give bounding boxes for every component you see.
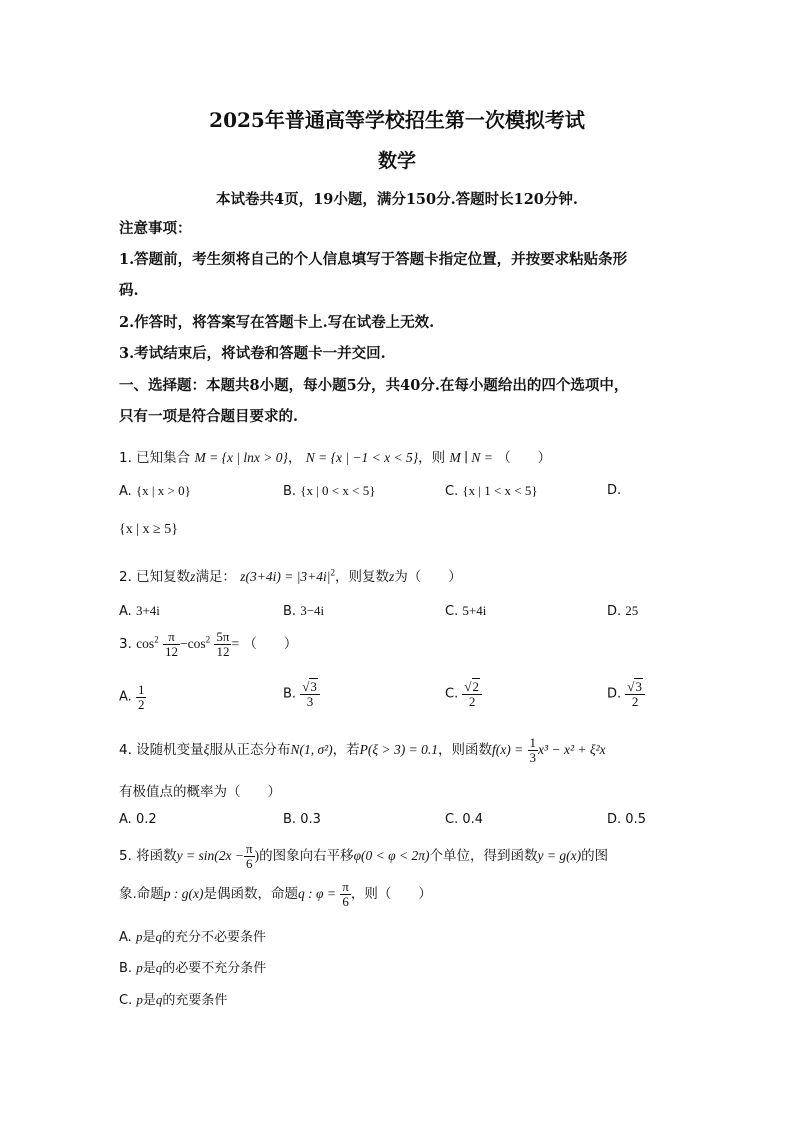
q5-even-text: 是偶函数，命题 xyxy=(203,886,299,903)
q3-cos-2: cos xyxy=(187,636,206,652)
q3-exp-1: 2 xyxy=(154,634,159,645)
fraction-numerator: π xyxy=(342,879,349,894)
q2-option-c[interactable] xyxy=(445,603,486,619)
question-2-stem xyxy=(119,565,462,585)
q2-intro: 2. 已知复数 xyxy=(119,569,191,585)
q4-fx-rest: x³ − x² + ξ²x xyxy=(538,742,606,758)
question-5-line-2 xyxy=(119,880,432,908)
notes-heading: 注意事项： xyxy=(119,220,192,237)
section-1-line-2: 只有一项是符合题目要求的. xyxy=(119,408,299,425)
option-text: {x | 0 < x < 5} xyxy=(300,483,376,498)
q1-option-d[interactable] xyxy=(607,483,621,498)
q5-q-proposition: q : φ = xyxy=(298,886,336,902)
radicand: 3 xyxy=(310,679,317,694)
question-5-stem xyxy=(119,842,608,870)
q4-probability: P(ξ > 3) = 0.1 xyxy=(359,742,439,758)
option-text: 0.4 xyxy=(462,812,484,827)
fraction-denominator: 12 xyxy=(164,643,178,659)
option-label: C. xyxy=(445,484,459,499)
q5-q-fraction xyxy=(340,880,351,908)
question-1-stem xyxy=(119,446,551,466)
q5-graph-text: 的图 xyxy=(581,848,609,865)
q2-then: ，则复数 xyxy=(334,569,389,585)
q3-option-a[interactable] xyxy=(119,683,146,711)
radicand: 2 xyxy=(472,679,479,694)
option-label: D. xyxy=(607,483,622,498)
option-label: D. xyxy=(607,604,622,619)
option-p: p xyxy=(135,929,143,944)
option-text: {x | x > 0} xyxy=(135,483,191,498)
option-label: B. xyxy=(283,686,297,702)
option-fraction xyxy=(625,680,645,708)
q5-option-b[interactable] xyxy=(119,957,266,976)
q4-xi: ξ xyxy=(203,742,210,758)
subject-title: 数学 xyxy=(377,150,416,172)
q3-blank: （ ） xyxy=(243,636,298,653)
q2-exponent: 2 xyxy=(330,567,335,578)
q4-if: ，若 xyxy=(332,742,360,759)
q5-function-close: ) xyxy=(254,848,260,864)
fraction-numerator: 5π xyxy=(216,629,230,644)
option-p: p xyxy=(136,960,143,975)
fraction-numerator: √3 xyxy=(625,680,645,695)
q2-option-d[interactable] xyxy=(607,603,638,619)
fraction-numerator: π xyxy=(246,841,253,856)
q2-satisfy: 满足： xyxy=(195,569,236,585)
q4-option-a[interactable] xyxy=(119,812,157,827)
q4-option-b[interactable] xyxy=(283,812,321,827)
q3-equals: = xyxy=(231,636,240,652)
q5-prop-text: 象.命题 xyxy=(119,886,164,903)
q2-blank: 为（ ） xyxy=(394,569,462,585)
option-label: B. xyxy=(283,812,297,827)
option-text: 的必要不充分条件 xyxy=(162,961,267,976)
q5-intro: 5. 将函数 xyxy=(119,848,177,865)
q2-option-a[interactable] xyxy=(119,603,160,619)
question-4-line-2: 有极值点的概率为（ ） xyxy=(119,784,281,800)
q1-option-c[interactable] xyxy=(445,483,538,499)
q3-number: 3. xyxy=(119,636,132,653)
q3-fraction-2 xyxy=(214,630,231,658)
option-label: C. xyxy=(119,993,133,1008)
option-fraction xyxy=(300,680,320,708)
q1-option-a[interactable] xyxy=(119,483,191,499)
fraction-denominator: 2 xyxy=(137,696,145,712)
option-label: B. xyxy=(283,484,297,499)
note-2: 2.作答时，将答案写在答题卡上.写在试卷上无效. xyxy=(119,314,435,331)
option-label: C. xyxy=(445,812,459,827)
q2-var-2: z xyxy=(388,569,395,584)
option-label: A. xyxy=(119,484,132,499)
q5-shift-text: 的图象向右平移 xyxy=(259,848,354,865)
option-label: A. xyxy=(119,812,132,827)
exam-info: 本试卷共4页，19小题，满分150分.答题时长120分钟. xyxy=(216,191,578,208)
option-text: 的充分不必要条件 xyxy=(161,930,266,945)
q3-minus: − xyxy=(179,636,188,652)
option-q: q xyxy=(155,992,163,1007)
option-label: C. xyxy=(445,686,459,702)
option-text: 0.3 xyxy=(300,812,321,827)
option-text: 3−4i xyxy=(300,603,325,618)
q4-dist-text: 服从正态分布 xyxy=(209,742,291,759)
option-text: 3+4i xyxy=(135,603,160,618)
q5-g-function: y = g(x) xyxy=(537,848,582,864)
q4-then: ，则函数 xyxy=(438,742,493,759)
section-1-line-1: 一、选择题：本题共8小题，每小题5分，共40分.在每小题给出的四个选项中， xyxy=(119,377,629,394)
option-label: D. xyxy=(607,812,622,827)
question-4-stem xyxy=(119,736,606,764)
fraction-numerator: √2 xyxy=(462,680,482,695)
fraction-denominator: 3 xyxy=(529,749,537,765)
fraction-denominator: 6 xyxy=(246,855,253,871)
q3-fraction-1 xyxy=(163,630,180,658)
q3-option-d[interactable] xyxy=(607,680,645,708)
q5-option-a[interactable] xyxy=(119,926,266,945)
option-text: 0.5 xyxy=(625,812,646,827)
radicand: 3 xyxy=(635,679,642,694)
note-1-line-2: 码. xyxy=(119,282,139,299)
option-is: 是 xyxy=(142,930,156,945)
fraction-denominator: 2 xyxy=(631,693,639,709)
option-label: D. xyxy=(607,686,622,702)
option-label: A. xyxy=(119,689,132,705)
fraction-denominator: 12 xyxy=(216,643,230,659)
option-fraction xyxy=(136,683,147,711)
q1-intro: 1. 已知集合 xyxy=(119,450,191,466)
fraction-denominator: 3 xyxy=(306,693,314,709)
q1-sep: ， xyxy=(287,450,302,466)
option-text: 25 xyxy=(625,603,639,618)
option-label: A. xyxy=(119,604,132,619)
q1-then: ，则 xyxy=(418,450,446,466)
q1-expr: M ∣ N = xyxy=(449,450,493,465)
option-fraction xyxy=(462,680,482,708)
q5-shift: φ(0 < φ < 2π) xyxy=(353,848,430,864)
q4-distribution: N(1, σ²) xyxy=(290,742,333,758)
q2-option-b[interactable] xyxy=(283,603,324,619)
fraction-denominator: 2 xyxy=(468,693,476,709)
option-label: B. xyxy=(283,604,297,619)
option-q: q xyxy=(155,929,162,944)
q4-option-d[interactable] xyxy=(607,812,646,827)
exam-title: 2025年普通高等学校招生第一次模拟考试 xyxy=(209,108,585,132)
q4-fraction xyxy=(528,736,539,764)
option-text: 5+4i xyxy=(462,603,487,618)
option-p: p xyxy=(136,992,143,1007)
q3-exp-2: 2 xyxy=(205,634,211,645)
q1-option-b[interactable] xyxy=(283,483,375,499)
q1-set-m: M = {x | lnx > 0} xyxy=(194,450,288,465)
q1-blank: （ ） xyxy=(497,450,552,466)
q4-intro: 4. 设随机变量 xyxy=(119,742,204,759)
q4-fx: f(x) = xyxy=(492,742,524,758)
fraction-numerator: 1 xyxy=(137,682,145,697)
option-q: q xyxy=(155,960,163,975)
q2-var: z xyxy=(190,569,196,584)
option-label: A. xyxy=(119,930,132,945)
q3-option-b[interactable] xyxy=(283,680,320,708)
option-label: C. xyxy=(445,604,459,619)
option-label: B. xyxy=(119,961,133,976)
q5-option-c[interactable] xyxy=(119,989,227,1008)
q5-result-text: 个单位，得到函数 xyxy=(429,848,538,865)
fraction-numerator: 1 xyxy=(529,735,537,750)
q3-option-c[interactable] xyxy=(445,680,482,708)
q1-set-n: N = {x | −1 < x < 5} xyxy=(305,450,419,465)
fraction-numerator: √3 xyxy=(300,680,320,695)
fraction-numerator: π xyxy=(163,630,180,645)
note-1-line-1: 1.答题前，考生须将自己的个人信息填写于答题卡指定位置，并按要求粘贴条形 xyxy=(119,251,628,268)
option-text: 的充要条件 xyxy=(162,993,228,1008)
fraction-denominator: 6 xyxy=(342,893,349,909)
q4-option-c[interactable] xyxy=(445,812,483,827)
option-text: {x | 1 < x < 5} xyxy=(462,483,538,498)
q3-cos-1: cos xyxy=(136,636,155,652)
option-text: 0.2 xyxy=(135,812,157,827)
q5-fraction xyxy=(244,842,255,870)
note-3: 3.考试结束后，将试卷和答题卡一并交回. xyxy=(119,345,386,362)
q5-p-proposition: p : g(x) xyxy=(163,886,204,902)
q5-function: y = sin(2x − xyxy=(176,848,245,864)
q1-option-d-text: {x | x ≥ 5} xyxy=(119,522,178,537)
option-is: 是 xyxy=(142,961,156,976)
q5-blank: ，则（ ） xyxy=(350,886,432,903)
q2-equation: z(3+4i) = |3+4i| xyxy=(240,569,331,584)
question-3-stem xyxy=(119,630,297,658)
option-is: 是 xyxy=(142,993,156,1008)
